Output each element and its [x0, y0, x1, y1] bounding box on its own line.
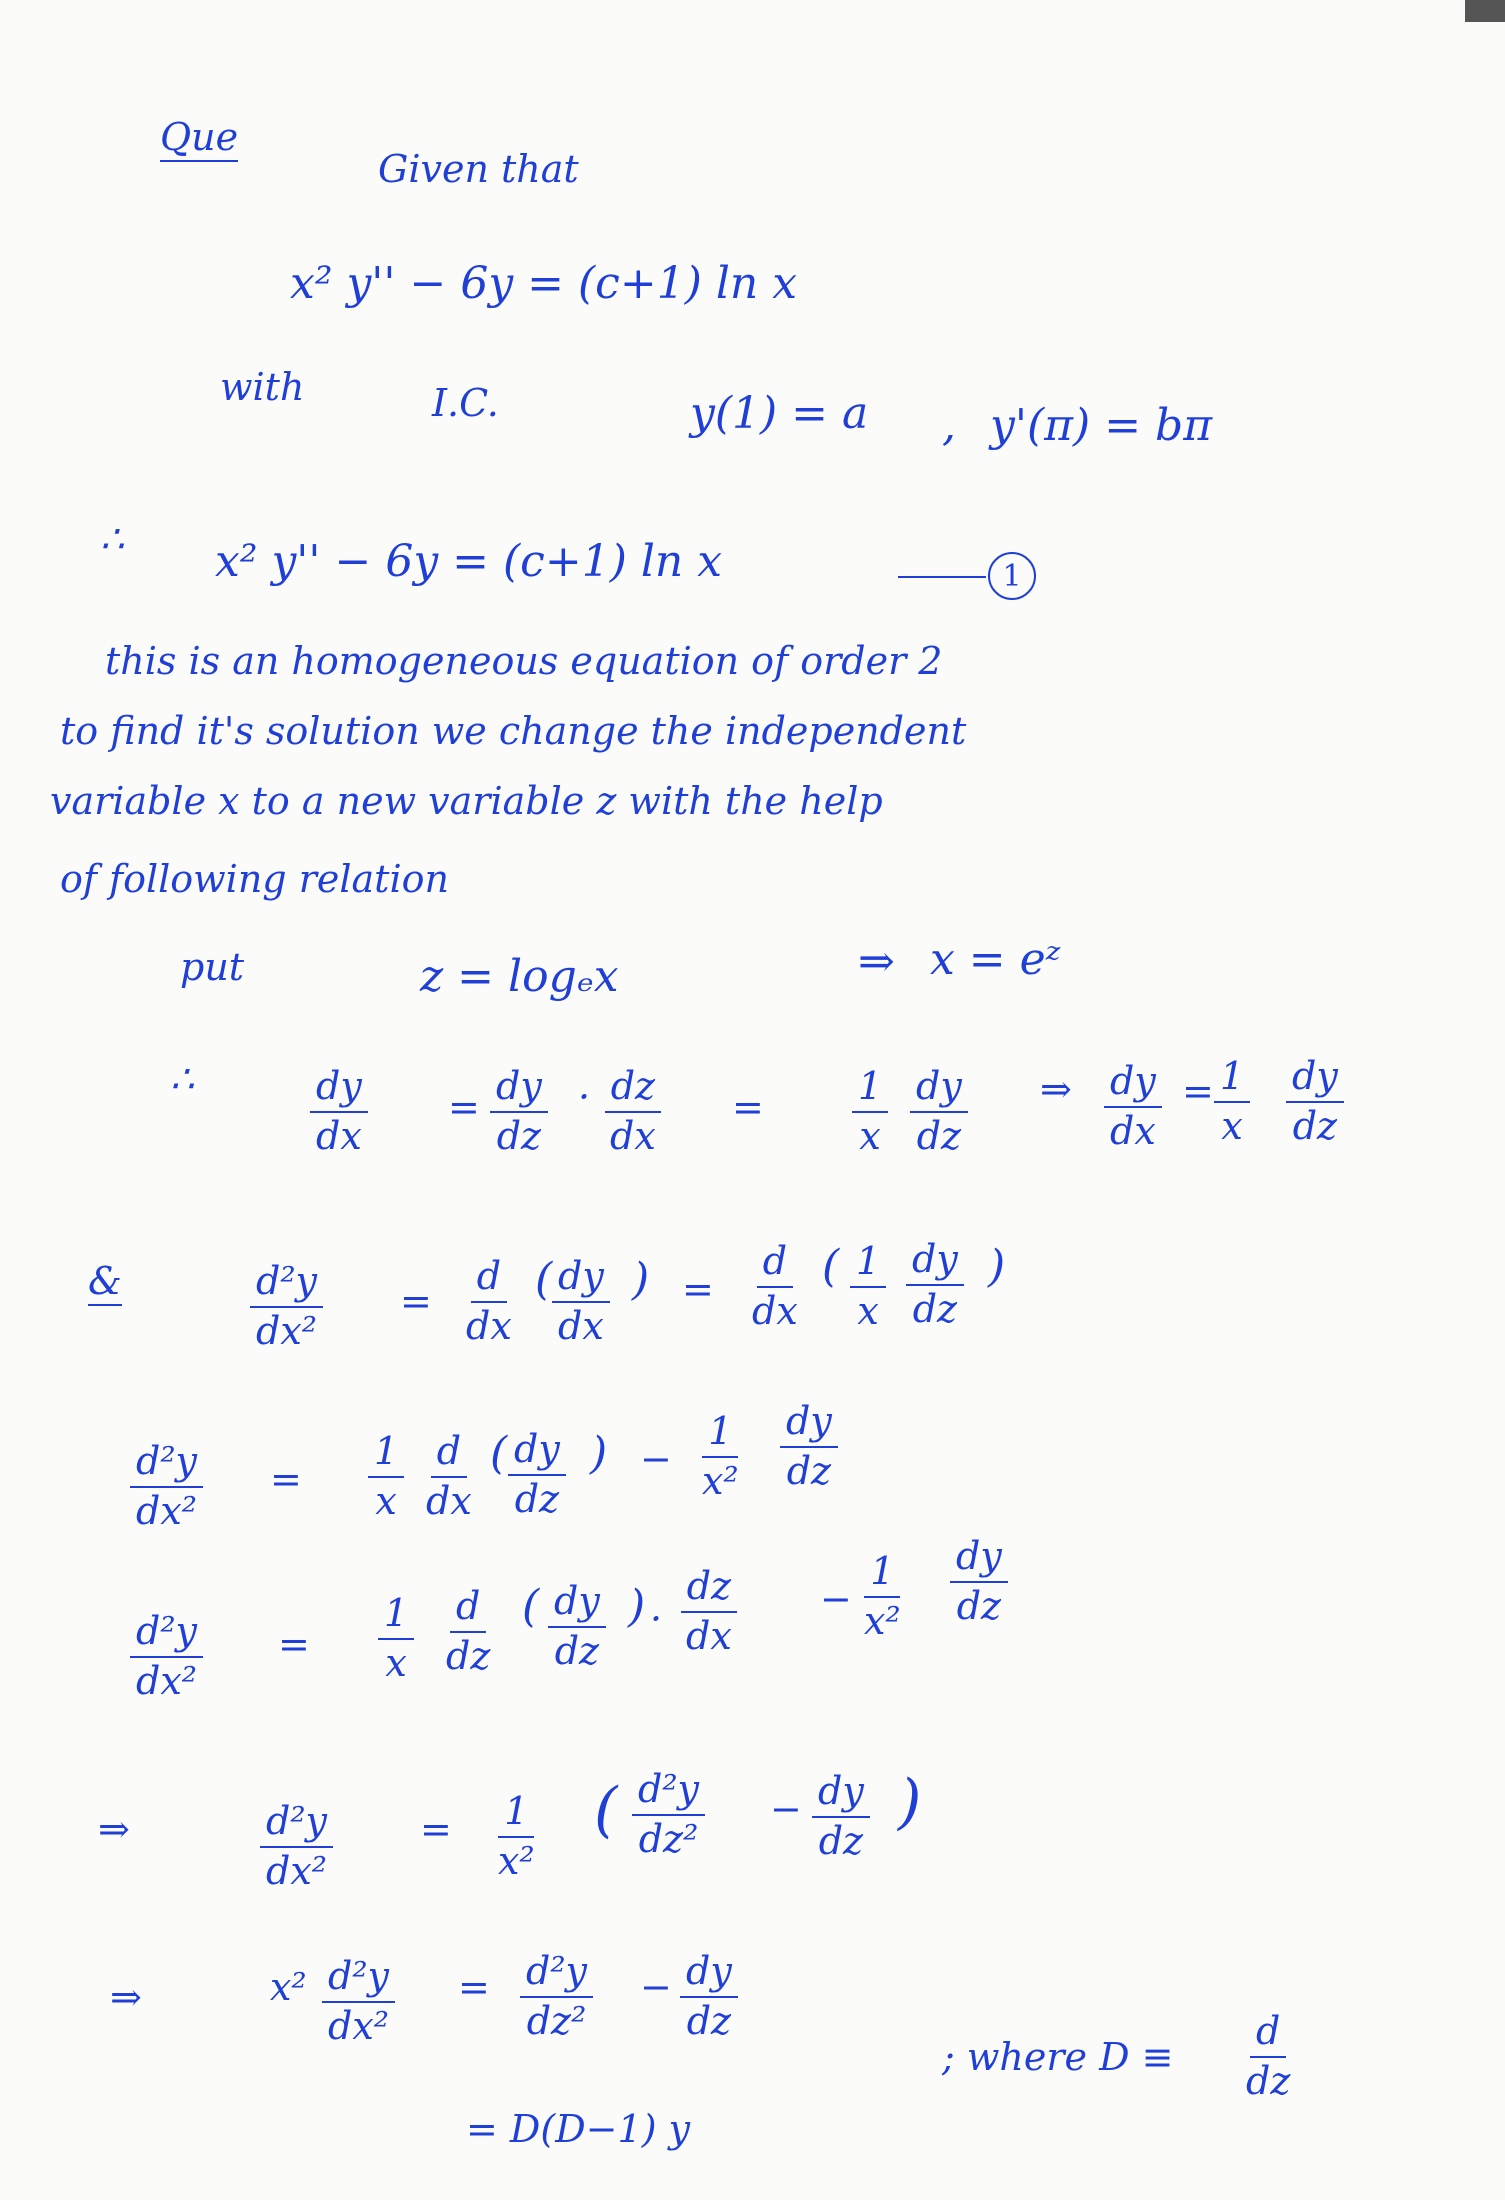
inner-one-over-x: $\frac{1}{x}$ — [850, 1240, 886, 1333]
paragraph-line-3: variable x to a new variable z with the help — [50, 779, 883, 823]
equals-sign-2: = — [732, 1085, 764, 1129]
paragraph-line-2: to find it's solution we change the independent — [60, 709, 967, 753]
open-paren: ( — [535, 1254, 553, 1305]
inner-dy-dz: $\frac{dy}{dz}$ — [906, 1238, 964, 1331]
step4-dy-dz: $\frac{dy}{dz}$ — [812, 1770, 870, 1863]
step4-equals: = — [420, 1807, 452, 1851]
final-result: = D(D−1) y — [466, 2107, 691, 2151]
close-paren: ) — [632, 1254, 650, 1305]
step4-d2y-dz2: $\frac{\text{d²y}}{\text{dz²}}$ — [632, 1768, 705, 1861]
ampersand: & — [88, 1262, 122, 1306]
equals-sign: = — [448, 1085, 480, 1129]
implies-arrow: ⇒ — [858, 936, 895, 987]
put-label: put — [180, 945, 245, 989]
step3-open-bracket: ( — [522, 1581, 540, 1632]
initial-condition-1: y(1) = a — [690, 388, 869, 439]
substitution-relation: z = logₑx — [420, 951, 619, 1002]
step2-open-paren: ( — [490, 1428, 508, 1479]
therefore-symbol-2: ∴ — [170, 1057, 195, 1101]
result-one-over-x: $\frac{1}{x}$ — [1214, 1055, 1250, 1148]
corner-shadow — [1465, 0, 1505, 22]
step5-d2y-dz2: $\frac{\text{d²y}}{\text{dz²}}$ — [520, 1950, 593, 2043]
therefore-symbol: ∴ — [100, 517, 125, 561]
d-dz-definition: $\frac{d}{dz}$ — [1246, 2009, 1291, 2103]
d-dx-operator-2: $\frac{d}{dx}$ — [752, 1239, 798, 1333]
d2y-dx2-fraction: $\frac{\text{d²y}}{\text{dx²}}$ — [250, 1260, 323, 1353]
d-dx-operator: $\frac{d}{dx}$ — [466, 1254, 512, 1348]
step5-equals: = — [458, 1965, 490, 2009]
equals-sign-3: = — [1182, 1069, 1214, 1113]
step3-minus: − — [820, 1577, 852, 1621]
inner-dy-dx: $\frac{dy}{dx}$ — [552, 1255, 610, 1348]
main-equation: x² y'' − 6y = (c+1) ln x — [290, 258, 798, 309]
step4-minus: − — [770, 1787, 802, 1831]
equals-sign-5: = — [682, 1267, 714, 1311]
with-text: with — [220, 365, 305, 409]
result-dy-dz: $\frac{dy}{dz}$ — [1286, 1055, 1344, 1148]
one-over-x-fraction: $\frac{1}{x}$ — [852, 1065, 888, 1158]
step3-one-over-x2: $\frac{1}{\text{x²}}$ — [864, 1549, 901, 1643]
step4-open-paren: ( — [594, 1775, 618, 1845]
step2-equals: = — [270, 1457, 302, 1501]
step2-close-paren: ) — [590, 1428, 608, 1479]
ic-separator: , — [942, 400, 956, 451]
step3-dot: · — [650, 1597, 663, 1641]
equation-dash — [898, 576, 986, 578]
step3-lhs: $\frac{\text{d²y}}{\text{dx²}}$ — [130, 1610, 203, 1703]
step2-dy-dz-2: $\frac{dy}{dz}$ — [780, 1400, 838, 1493]
step5-implies: ⇒ — [110, 1975, 142, 2019]
given-that-text: Given that — [378, 147, 579, 191]
step4-close-paren: ) — [898, 1767, 922, 1837]
step4-implies: ⇒ — [98, 1807, 130, 1851]
step2-minus: − — [640, 1437, 672, 1481]
dy-dz-fraction-2: $\frac{dy}{dz}$ — [910, 1065, 968, 1158]
implies-arrow-2: ⇒ — [1040, 1067, 1072, 1111]
initial-condition-2: y'(π) = bπ — [990, 400, 1213, 451]
where-text: ; where D ≡ — [942, 2035, 1174, 2079]
open-paren-2: ( — [822, 1241, 840, 1292]
equation-number: 1 — [988, 552, 1036, 600]
step3-d-dz: $\frac{d}{dz}$ — [446, 1584, 491, 1678]
step2-lhs: $\frac{\text{d²y}}{\text{dx²}}$ — [130, 1440, 203, 1533]
dz-dx-fraction: $\frac{dz}{dx}$ — [604, 1065, 662, 1158]
dy-dx-fraction: $\frac{dy}{dx}$ — [310, 1065, 368, 1158]
paragraph-line-1: this is an homogeneous equation of order 2 — [105, 639, 943, 683]
substitution-result: x = eᶻ — [930, 934, 1061, 985]
step2-one-over-x2: $\frac{1}{\text{x²}}$ — [702, 1409, 739, 1503]
step4-lhs: $\frac{\text{d²y}}{\text{dx²}}$ — [260, 1800, 333, 1893]
step3-dy-dz-2: $\frac{dy}{dz}$ — [950, 1535, 1008, 1628]
step5-dy-dz: $\frac{dy}{dz}$ — [680, 1950, 738, 2043]
equals-sign-4: = — [400, 1279, 432, 1323]
step3-one-over-x: $\frac{1}{x}$ — [378, 1592, 414, 1685]
step3-close-bracket: ) — [628, 1581, 646, 1632]
step2-one-over-x: $\frac{1}{x}$ — [368, 1430, 404, 1523]
result-dy-dx: $\frac{dy}{dx}$ — [1104, 1060, 1162, 1153]
que-heading: Que — [160, 118, 238, 162]
step2-d-dx: $\frac{d}{dx}$ — [426, 1429, 472, 1523]
step5-lhs: $\frac{\text{d²y}}{\text{dx²}}$ — [322, 1955, 395, 2048]
step3-dz-dx: $\frac{dz}{dx}$ — [680, 1565, 738, 1658]
restated-equation: x² y'' − 6y = (c+1) ln x — [215, 536, 723, 587]
dy-dz-fraction: $\frac{dy}{dz}$ — [490, 1065, 548, 1158]
step2-dy-dz: $\frac{dy}{dz}$ — [508, 1428, 566, 1521]
close-paren-2: ) — [988, 1241, 1006, 1292]
step4-one-over-x2: $\frac{1}{\text{x²}}$ — [498, 1789, 535, 1883]
ic-label: I.C. — [432, 381, 499, 425]
step3-equals: = — [278, 1622, 310, 1666]
step5-x2: x² — [270, 1965, 307, 2009]
step3-dy-dz: $\frac{dy}{dz}$ — [548, 1580, 606, 1673]
step5-minus: − — [640, 1965, 672, 2009]
paragraph-line-4: of following relation — [60, 857, 449, 901]
dot-operator: · — [578, 1075, 591, 1119]
